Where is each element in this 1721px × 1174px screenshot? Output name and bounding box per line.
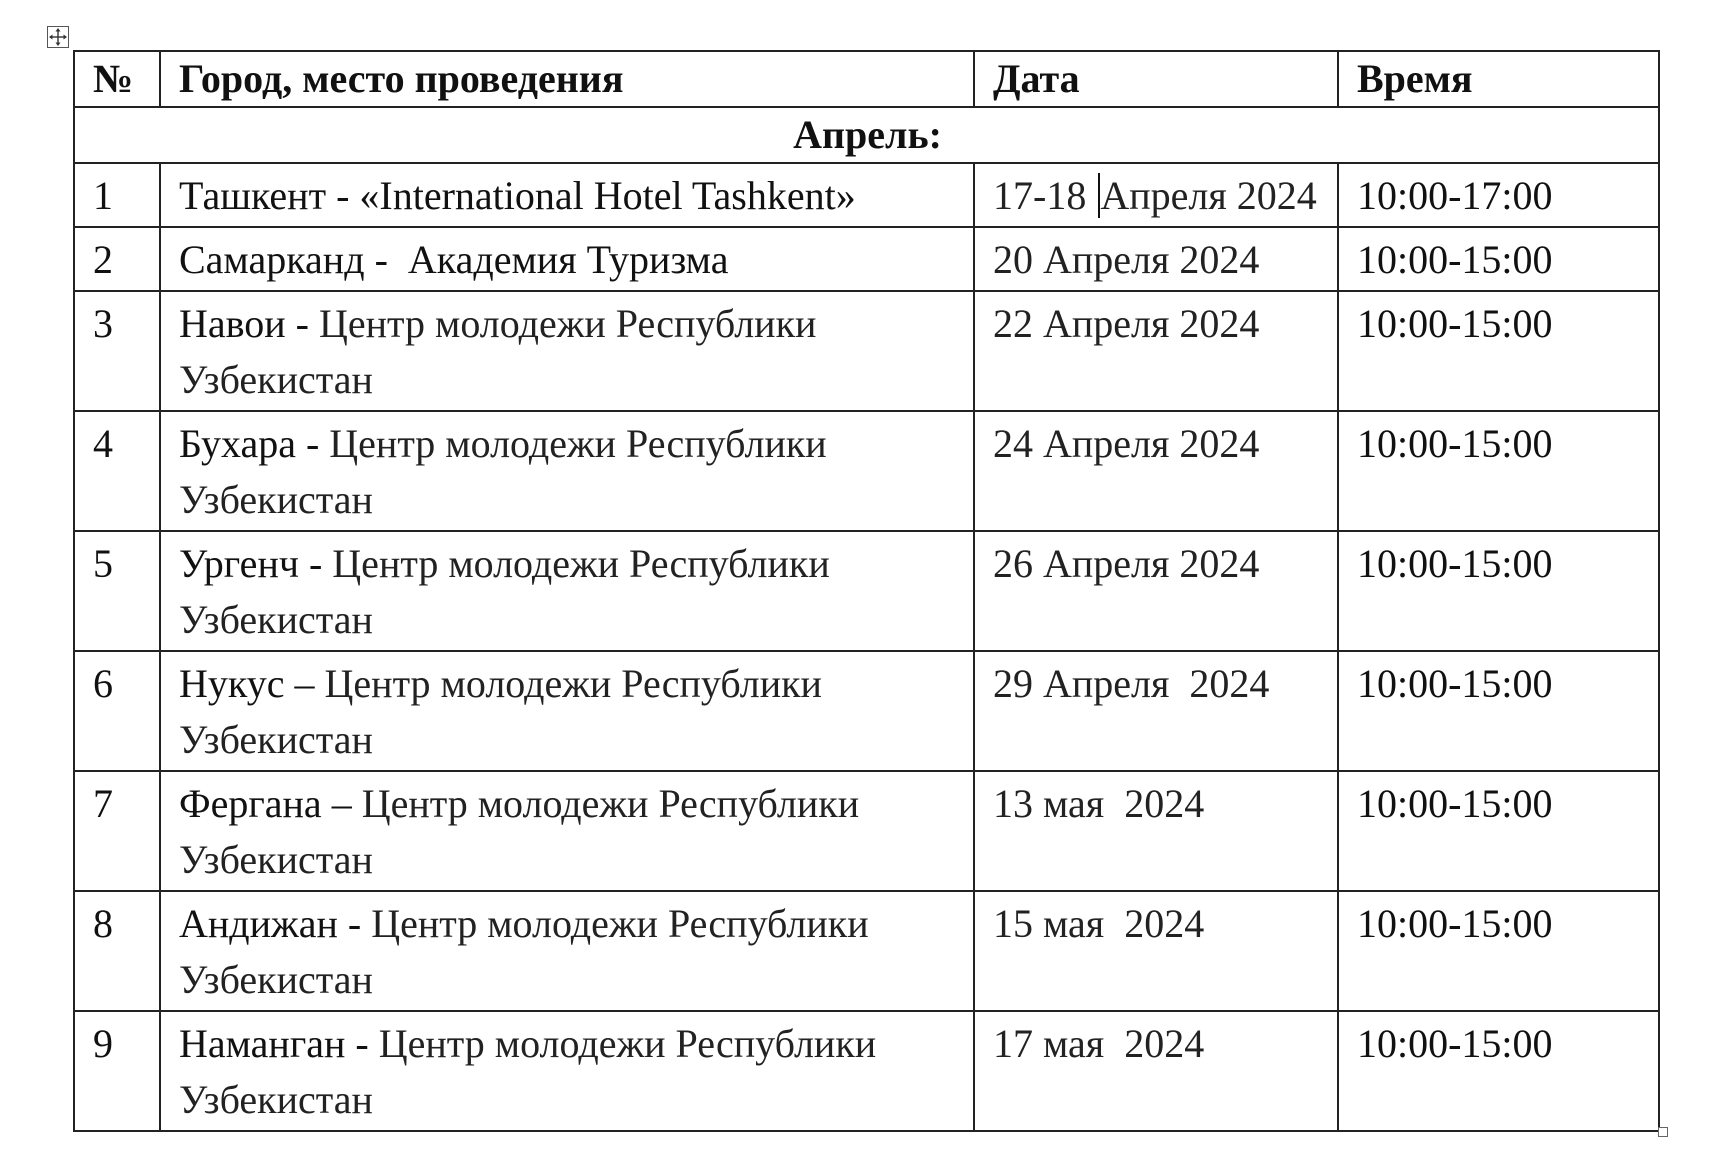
venue-name: Академия Туризма [407,237,729,282]
row-date[interactable]: 15 мая 2024 [974,891,1338,1011]
row-city[interactable] [160,163,974,227]
header-date[interactable]: Дата [974,51,1338,107]
city-name: Нукус [179,661,285,706]
month-row [74,107,1659,163]
row-date[interactable]: 20 Апреля 2024 [974,227,1338,291]
city-separator: - [295,301,309,346]
row-time[interactable]: 10:00-15:00 [1338,531,1659,651]
row-num[interactable]: 3 [74,291,160,411]
city-separator: – [294,661,315,706]
table-row [74,651,1659,771]
row-date[interactable]: 22 Апреля 2024 [974,291,1338,411]
city-name: Бухара [179,421,296,466]
row-time[interactable]: 10:00-15:00 [1338,891,1659,1011]
city-separator: - [305,421,320,466]
table-row [74,291,1659,411]
venue-name: Центр молодежи Республики Узбекистан [179,901,869,1002]
row-city[interactable] [160,651,974,771]
row-time[interactable]: 10:00-15:00 [1338,651,1659,771]
row-time[interactable]: 10:00-15:00 [1338,411,1659,531]
row-time[interactable]: 10:00-15:00 [1338,227,1659,291]
row-time[interactable]: 10:00-15:00 [1338,1011,1659,1131]
venue-name: «International Hotel Tashkent» [359,173,856,218]
table-row [74,163,1659,227]
header-row [74,51,1659,107]
row-city[interactable] [160,531,974,651]
table-resize-handle[interactable] [1658,1127,1668,1137]
header-time[interactable]: Время [1338,51,1659,107]
city-name: Наманган [179,1021,346,1066]
row-date[interactable]: 29 Апреля 2024 [974,651,1338,771]
city-name: Ташкент [179,173,327,218]
row-time[interactable]: 10:00-17:00 [1338,163,1659,227]
city-separator: - [336,173,350,218]
city-separator: - [374,237,388,282]
table-row [74,531,1659,651]
city-name: Андижан [179,901,338,946]
table-row [74,227,1659,291]
row-time[interactable]: 10:00-15:00 [1338,291,1659,411]
venue-name: Центр молодежи Республики Узбекистан [179,661,822,762]
row-date[interactable] [974,163,1338,227]
venue-name: Центр молодежи Республики Узбекистан [179,301,817,402]
row-date[interactable]: 17 мая 2024 [974,1011,1338,1131]
venue-name: Центр молодежи Республики Узбекистан [179,1021,877,1122]
city-separator: - [308,541,323,586]
date-month: Апреля [1100,173,1227,218]
date-days: 17-18 [993,173,1087,218]
table-row [74,411,1659,531]
table-move-handle[interactable] [47,26,69,48]
month-label[interactable]: Апрель: [74,107,1659,163]
city-name: Самарканд [179,237,365,282]
table-row [74,771,1659,891]
venue-name: Центр молодежи Республики Узбекистан [179,541,830,642]
city-name: Фергана [179,781,322,826]
move-arrows-icon [48,27,68,47]
row-city[interactable] [160,771,974,891]
row-num[interactable]: 4 [74,411,160,531]
row-city[interactable] [160,227,974,291]
table-row [74,1011,1659,1131]
city-separator: - [347,901,362,946]
city-name: Ургенч [179,541,299,586]
row-num[interactable]: 6 [74,651,160,771]
header-city[interactable]: Город, место проведения [160,51,974,107]
row-date[interactable]: 26 Апреля 2024 [974,531,1338,651]
header-num[interactable]: № [74,51,160,107]
row-city[interactable] [160,891,974,1011]
date-year: 2024 [1236,173,1317,218]
venue-name: Центр молодежи Республики Узбекистан [179,421,827,522]
row-city[interactable] [160,1011,974,1131]
row-date[interactable]: 13 мая 2024 [974,771,1338,891]
row-num[interactable]: 9 [74,1011,160,1131]
row-num[interactable]: 5 [74,531,160,651]
city-separator: – [331,781,352,826]
row-time[interactable]: 10:00-15:00 [1338,771,1659,891]
row-date[interactable]: 24 Апреля 2024 [974,411,1338,531]
venue-name: Центр молодежи Республики Узбекистан [179,781,860,882]
row-num[interactable]: 2 [74,227,160,291]
row-num[interactable]: 8 [74,891,160,1011]
row-city[interactable] [160,411,974,531]
row-city[interactable] [160,291,974,411]
city-separator: - [355,1021,369,1066]
schedule-table [73,50,1660,1132]
table-row [74,891,1659,1011]
row-num[interactable]: 1 [74,163,160,227]
city-name: Навои [179,301,286,346]
row-num[interactable]: 7 [74,771,160,891]
